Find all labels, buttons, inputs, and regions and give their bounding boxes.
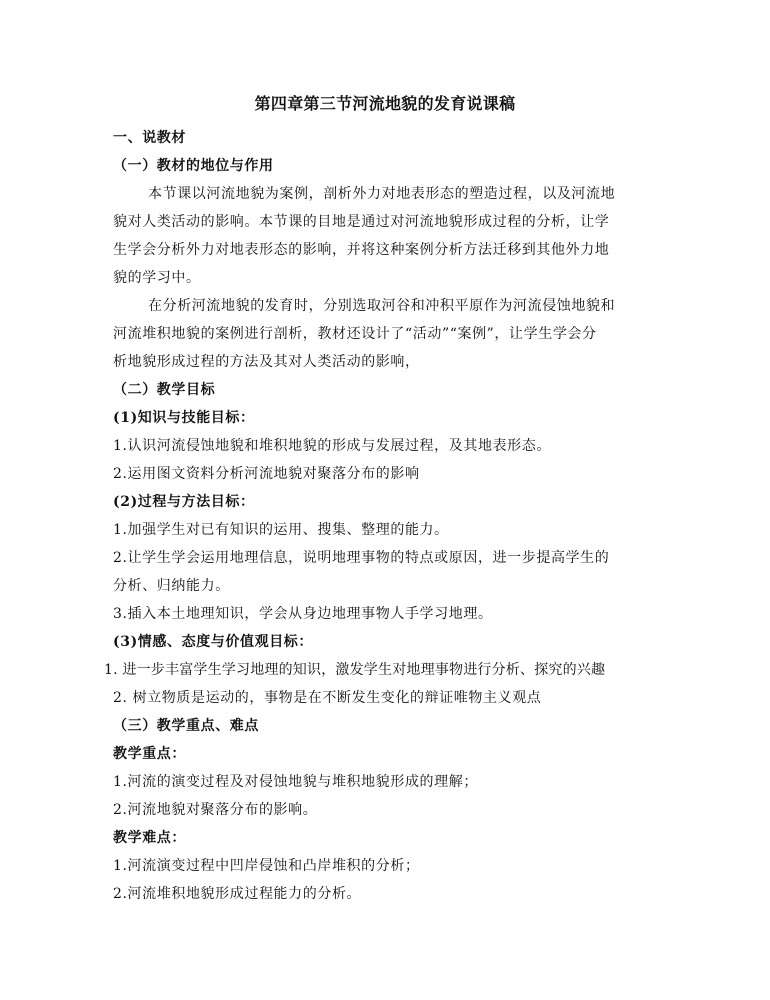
objective-heading-3: (3)情感、态度与价值观目标： (113, 634, 313, 650)
paragraph-line: 析地貌形成过程的方法及其对人类活动的影响， (113, 354, 420, 370)
list-item: 2.河流堆积地貌形成过程能力的分析。 (113, 886, 362, 902)
list-item: 2.让学生学会运用地理信息，说明地理事物的特点或原因，进一步提高学生的 (113, 550, 610, 566)
difficult-points-heading: 教学难点： (113, 830, 186, 846)
list-item: 1.认识河流侵蚀地貌和堆积地貌的形成与发展过程，及其地表形态。 (113, 438, 551, 454)
list-item: 2. 树立物质是运动的，事物是在不断发生变化的辩证唯物主义观点 (113, 690, 542, 706)
list-item: 2.河流地貌对聚落分布的影响。 (113, 802, 318, 818)
list-item: 3.插入本土地理知识，学会从身边地理事物人手学习地理。 (113, 606, 493, 622)
paragraph-line: 本节课以河流地貌为案例，剖析外力对地表形态的塑造过程，以及河流地 (148, 186, 616, 202)
subsection-heading-1: （一）教材的地位与作用 (113, 158, 274, 174)
section-heading-1: 一、说教材 (113, 130, 186, 146)
objective-heading-2: (2)过程与方法目标： (113, 494, 255, 510)
subsection-heading-2: （二）教学目标 (113, 382, 216, 398)
list-item: 2.运用图文资料分析河流地貌对聚落分布的影响 (113, 466, 420, 482)
paragraph-line: 貌的学习中。 (113, 270, 201, 286)
list-item-continued: 分析、归纳能力。 (113, 578, 230, 594)
paragraph-line: 在分析河流地貌的发育时，分别选取河谷和冲积平原作为河流侵蚀地貌和 (148, 298, 616, 314)
document-title: 第四章第三节河流地貌的发育说课稿 (254, 94, 516, 113)
subsection-heading-3: （三）教学重点、难点 (113, 718, 259, 734)
paragraph-line: 貌对人类活动的影响。本节课的目地是通过对河流地貌形成过程的分析，让学 (113, 214, 610, 230)
objective-heading-1: (1)知识与技能目标： (113, 410, 255, 426)
key-points-heading: 教学重点： (113, 746, 186, 762)
list-item: 1.河流演变过程中凹岸侵蚀和凸岸堆积的分析； (113, 858, 420, 874)
list-item: 1. 进一步丰富学生学习地理的知识，激发学生对地理事物进行分析、探究的兴趣 (104, 662, 606, 678)
list-item: 1.河流的演变过程及对侵蚀地貌与堆积地貌形成的理解； (113, 774, 478, 790)
paragraph-line: 生学会分析外力对地表形态的影响，并将这种案例分析方法迁移到其他外力地 (113, 242, 610, 258)
list-item: 1.加强学生对已有知识的运用、搜集、整理的能力。 (113, 522, 449, 538)
paragraph-line: 河流堆积地貌的案例进行剖析，教材还设计了“活动”“案例”，让学生学会分 (113, 326, 597, 342)
